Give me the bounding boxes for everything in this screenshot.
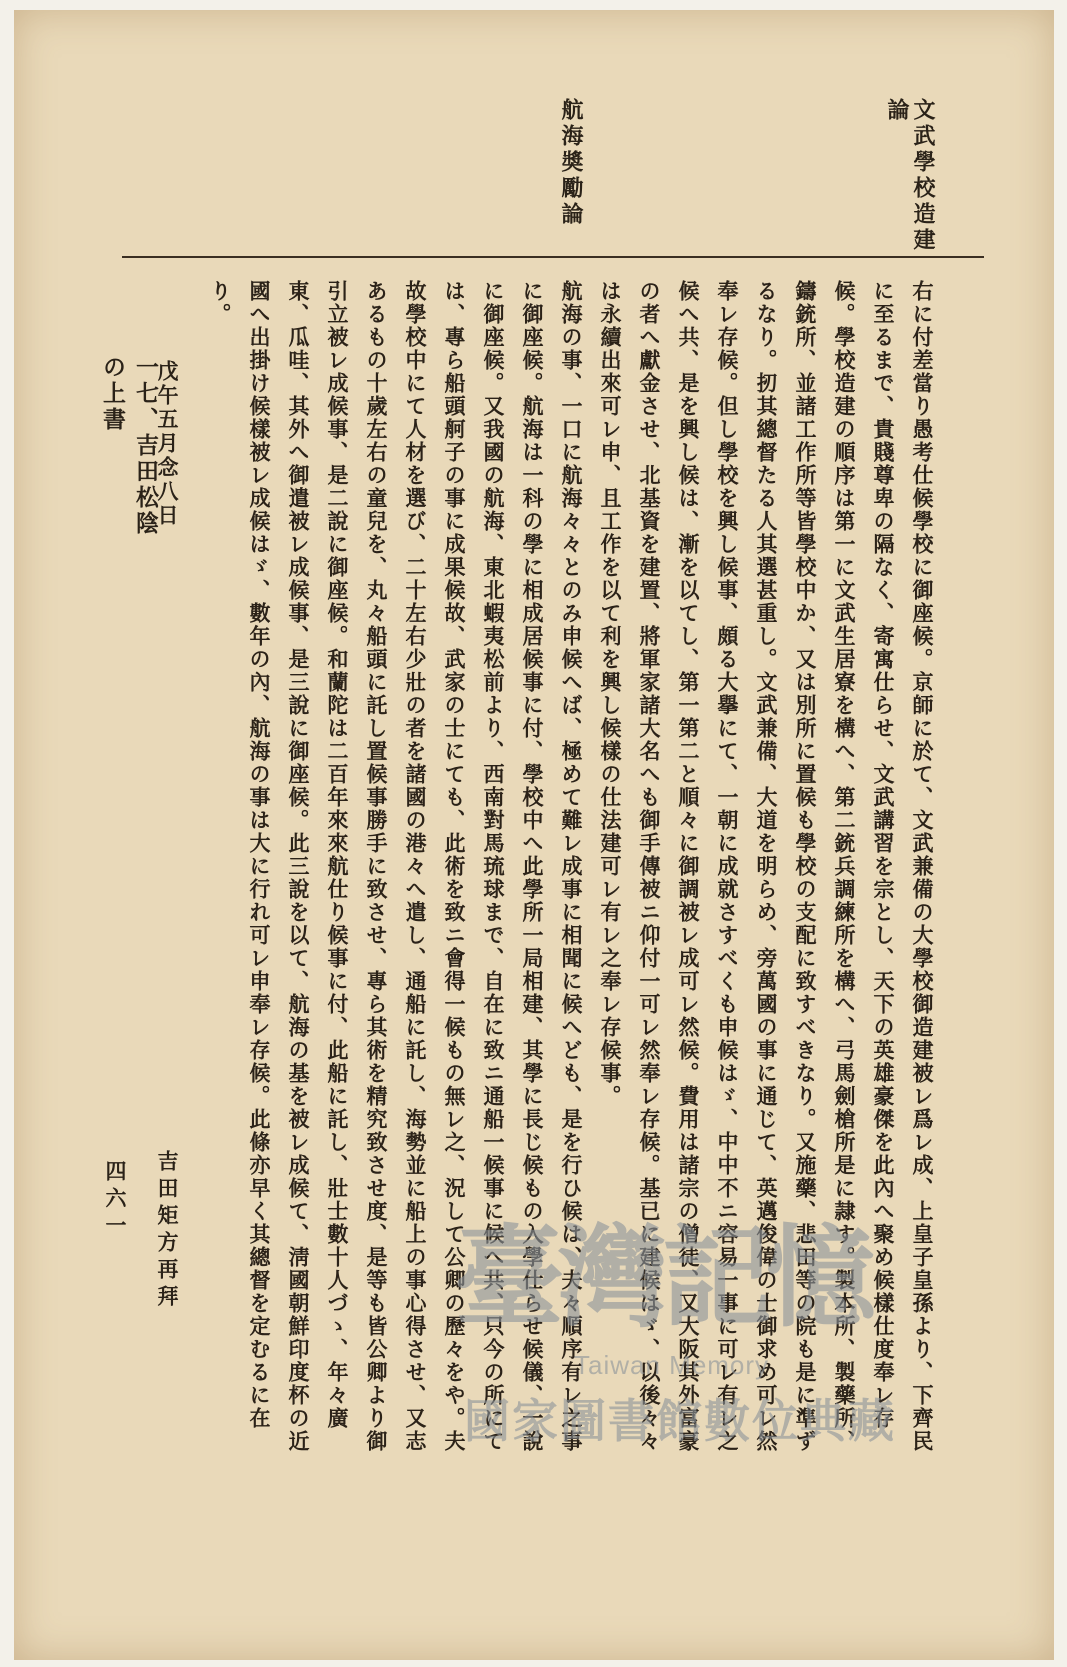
watermark-logo: 臺灣記憶 <box>454 1213 870 1342</box>
body-paragraph-2: 航海の事、一口に航海々々とのみ申候へば、極めて難レ成事に相聞に候へども、是を行ひ候は、夫々順序有レ之事に御座候。航海は一科の學に相成居候事に付、學校中へ此學所一局相建、其學に長じ候もの入學仕らせ候儀、一說に御座候。又我國の航海、東北蝦夷松前より、西南對馬琉球まで、自在に致ニ通船一候事に候へ共、只今の所にては、專ら船頭舸子の事に成果候故、武家の士にても、此術を致ニ會得一候もの無レ之、況して公卿の歷々をや。夫故學校中にて人材を選び、二十左右少壯の者を諸國の港々へ遣し、通船に託し、海勢並に船上の事心得させ、又志あるもの十歲左右の童兒を、丸々船頭に託し置候事勝手に致させ、專ら其術を精究致させ度、是等も皆公卿より御引立被レ成候事、是二說に御座候。和蘭陀は二百年來來航仕り候事に付、此船に託し、壯士數十人づゝ、年々廣東、瓜哇、其外へ御遣被レ成候事、是三說に御座候。此三說を以て、航海の基を被レ成候て、淸國朝鮮印度杯の近國へ出掛け候樣被レ成候はゞ、數年の內、航海の事は大に行れ可レ申奉レ存候。此條亦早く其總督を定むるに在り。 <box>208 280 584 1453</box>
date-line: 戊午五月念八日 <box>155 360 180 528</box>
essay-title-navigation: 航海奬勵論 <box>558 98 584 228</box>
body-paragraph-1: 右に付差當り愚考仕候學校に御座候。京師に於て、文武兼備の大學校御造建被レ爲レ成、上皇子皇孫より、下齊民に至るまで、貴賤尊卑の隔なく、寄寓仕らせ、文武講習を宗とし、天下の英雄豪傑を此內へ聚め候樣仕度奉レ存候。學校造建の順序は第一に文武生居寮を構へ、第二銃兵調練所を構へ、弓馬劍槍所是に隷す。製本所、製藥所、鑄銃所、並諸工作所等皆學校中か、又は別所に置候も學校の支配に致すべきなり。又施藥、悲田等の院も是に準ずるなり。扨其總督たる人其選甚重し。文武兼備、大道を明らめ、旁萬國の事に通じて、英邁俊偉の士御求め可レ然奉レ存候。但し學校を興し候事、頗る大擧にて、一朝に成就さすべくも申候はゞ、中中不ニ容易一事に可レ有レ之候へ共、是を興し候は、漸を以てし、第一第二と順々に御調被レ成可レ然候。費用は諸宗の僧徒、又大阪其外富豪の者へ獻金させ、北基資を建置、將軍家諸大名へも御手傳被ニ仰付一可レ然奉レ存候。基已に建候はゞ、以後々々は永續出來可レ申、且工作を以て利を興し候樣の仕法建可レ有レ之奉レ存候事。 <box>598 280 935 1453</box>
essay-title-school: 文武學校造建論 <box>884 98 936 254</box>
page-number: 四六一 <box>103 1160 128 1241</box>
header-divider <box>122 256 984 258</box>
watermark-chinese: 國家圖書館數位典藏 <box>464 1394 896 1448</box>
section-heading: 一七、吉田松陰の上書 <box>99 355 159 537</box>
signature: 吉田矩方再拜 <box>155 1150 180 1312</box>
watermark-english: Taiwan Memory <box>574 1350 770 1380</box>
watermark <box>454 1190 974 1450</box>
document-page <box>14 10 1054 1660</box>
